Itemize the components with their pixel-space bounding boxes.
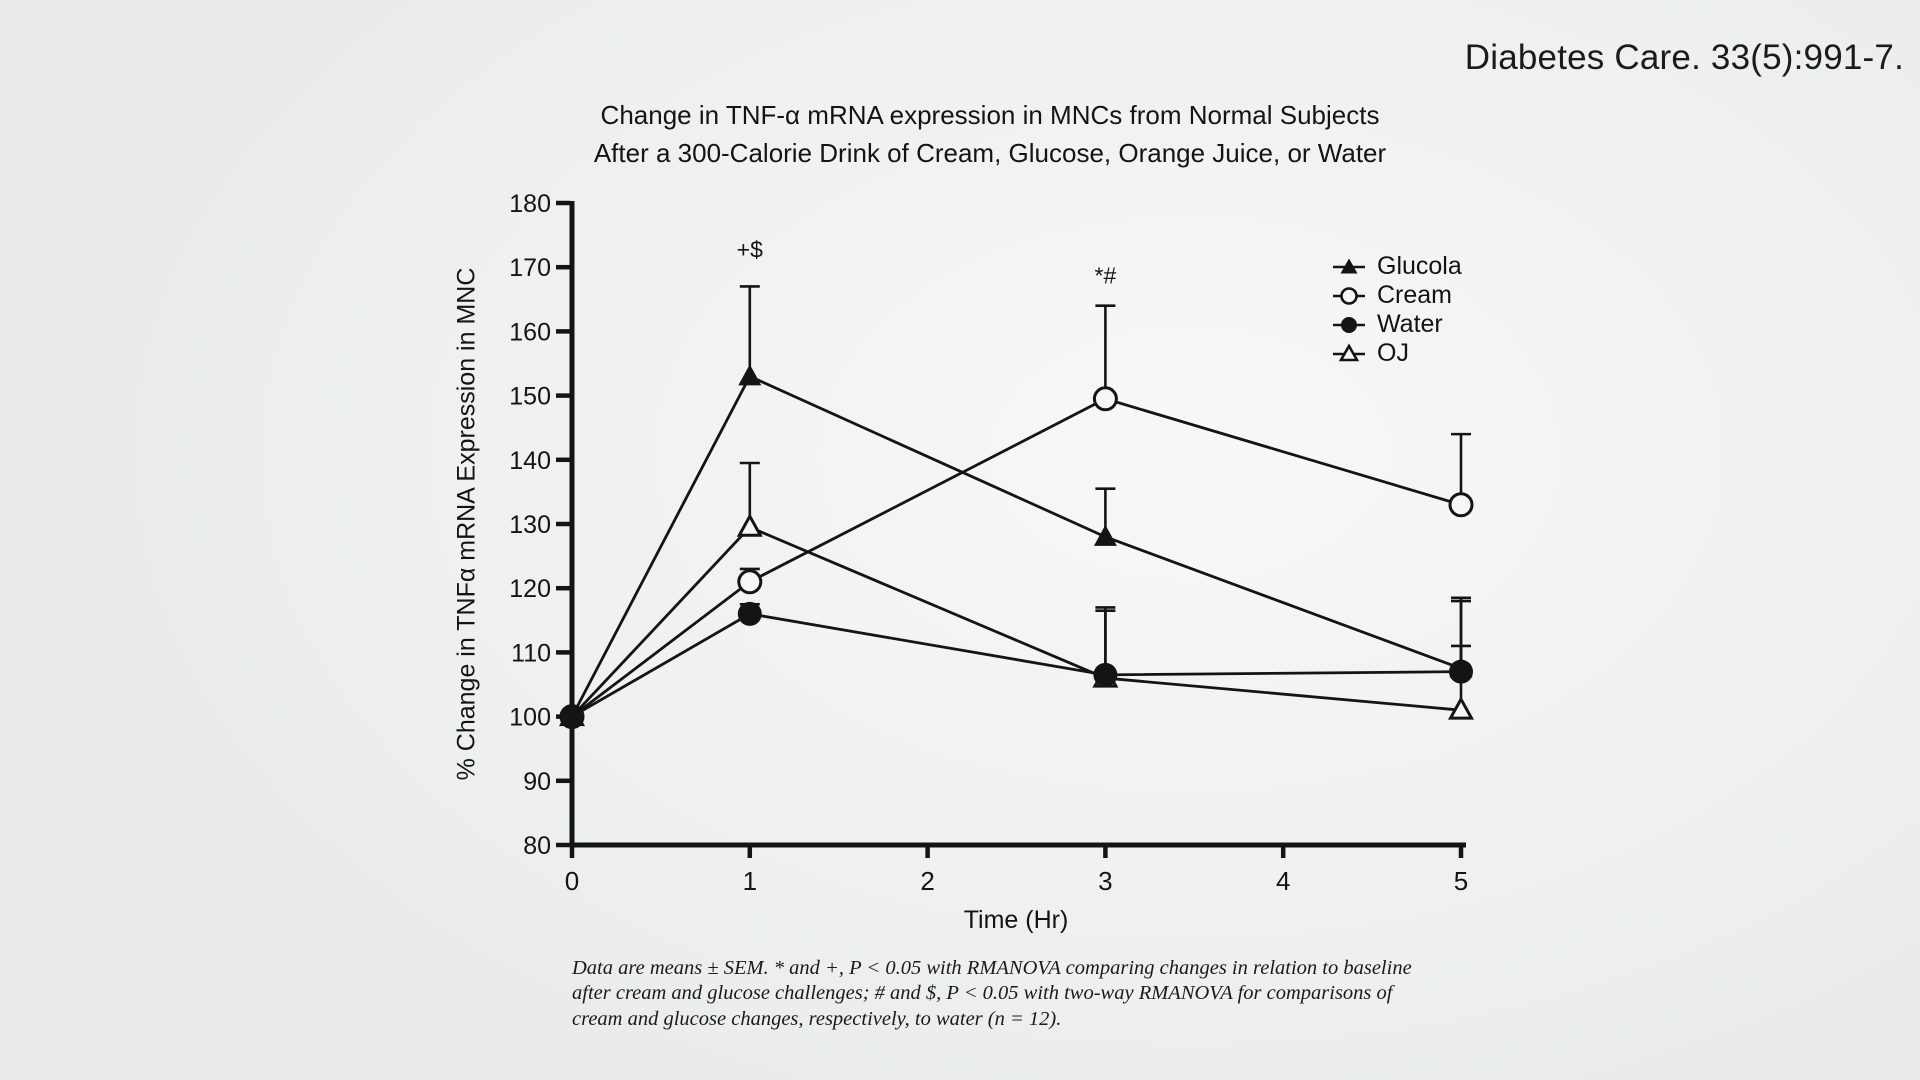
- x-axis-ticks: [565, 847, 1468, 896]
- filled-triangle-marker: [738, 364, 761, 385]
- x-tick-label: 3: [1098, 866, 1113, 896]
- filled-circle-marker: [560, 705, 584, 729]
- legend-item-oj: [1331, 339, 1462, 368]
- series-line-oj: [572, 527, 1461, 716]
- y-tick-label: 140: [509, 446, 551, 475]
- legend-label: OJ: [1377, 339, 1409, 367]
- filled-circle-icon: [1331, 312, 1367, 338]
- y-axis-ticks: [509, 190, 570, 860]
- legend-item-glucola: [1331, 252, 1462, 281]
- filled-triangle-marker: [1094, 525, 1117, 546]
- y-tick-label: 180: [509, 190, 551, 218]
- x-tick-label: 1: [742, 866, 758, 896]
- chart-title: [470, 96, 1510, 172]
- significance-annotation: +$: [736, 236, 763, 263]
- y-tick-label: 130: [509, 511, 551, 539]
- y-tick-label: 160: [509, 318, 551, 347]
- series-line-cream: [572, 399, 1461, 717]
- legend-item-water: [1331, 310, 1462, 339]
- open-circle-marker: [1094, 388, 1116, 410]
- x-tick-label: 4: [1275, 866, 1291, 896]
- x-tick-label: 2: [920, 866, 935, 896]
- y-tick-label: 90: [523, 767, 551, 796]
- figure-footnote: [572, 956, 1452, 1032]
- open-triangle-icon: [1331, 341, 1367, 367]
- open-circle-marker: [739, 571, 761, 593]
- y-tick-label: 170: [509, 254, 551, 283]
- legend-label: Water: [1377, 310, 1443, 338]
- legend-label: Cream: [1377, 281, 1453, 309]
- filled-triangle-icon: [1331, 254, 1367, 280]
- y-tick-label: 110: [511, 639, 551, 668]
- filled-circle-marker: [1449, 660, 1473, 684]
- filled-circle-marker: [1093, 663, 1117, 687]
- legend-item-cream: [1331, 281, 1462, 310]
- footnote-line3: cream and glucose changes, respectively, to water (n = 12).: [572, 1007, 1062, 1030]
- y-tick-label: 120: [509, 575, 551, 604]
- footnote-line2: after cream and glucose challenges; # and $, P < 0.05 with two-way RMANOVA for comparisons of: [572, 982, 1393, 1005]
- open-circle-marker: [1450, 494, 1472, 516]
- series-markers-cream: [561, 388, 1472, 728]
- x-tick-label: 5: [1453, 866, 1469, 896]
- x-axis-title: Time (Hr): [963, 906, 1069, 934]
- x-tick-label: 0: [564, 866, 580, 896]
- journal-citation: Diabetes Care. 33(5):991-7.: [1464, 38, 1904, 77]
- open-triangle-marker: [739, 516, 760, 535]
- legend: [1331, 252, 1462, 368]
- y-tick-label: 80: [523, 832, 551, 860]
- chart-title-line1: Change in TNF-α mRNA expression in MNCs from Normal Subjects: [600, 100, 1380, 130]
- series-line-water: [572, 614, 1461, 717]
- series-line-glucola: [572, 376, 1461, 716]
- footnote-line1: Data are means ± SEM. * and +, P < 0.05 with RMANOVA comparing changes in relation to baseline: [572, 957, 1412, 979]
- open-circle-icon: [1331, 283, 1367, 309]
- y-axis-title: % Change in TNFα mRNA Expression in MNC: [452, 267, 481, 781]
- legend-label: Glucola: [1377, 252, 1462, 280]
- chart-title-line2: After a 300-Calorie Drink of Cream, Glucose, Orange Juice, or Water: [593, 138, 1387, 168]
- significance-annotation: *#: [1094, 262, 1117, 289]
- filled-circle-marker: [738, 602, 762, 626]
- y-tick-label: 150: [509, 382, 551, 411]
- y-tick-label: 100: [509, 703, 551, 732]
